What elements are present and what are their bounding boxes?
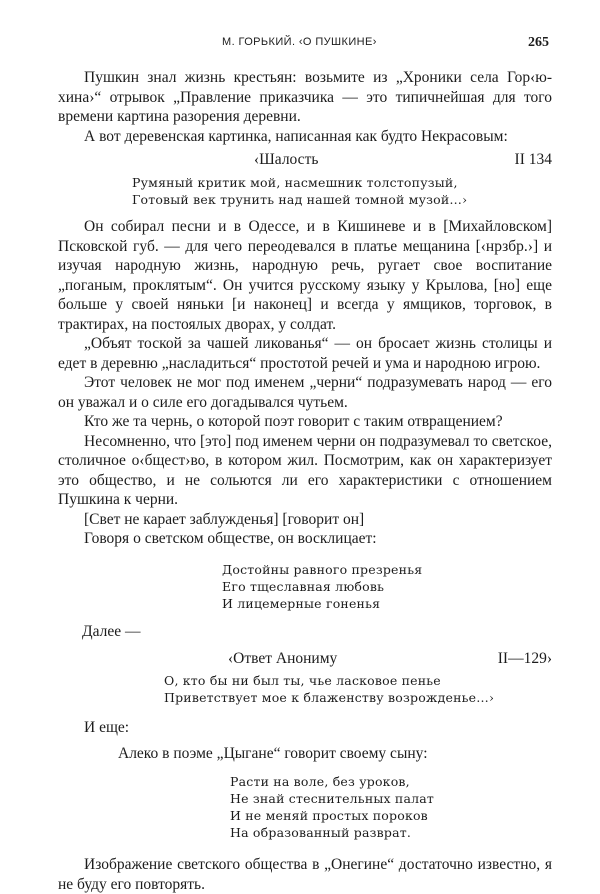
paragraph-1: Пушкин знал жизнь крестьян: возьмите из „Хроники села Гор‹ю-хина›“ отрывок „Правление приказчика — это типичнейшая для того времени картина разорения деревни.	[58, 69, 552, 125]
paragraph-ishche: И еще:	[84, 719, 130, 736]
citation-shalost	[58, 150, 552, 172]
verse-line: Расти на воле, без уроков,	[230, 774, 410, 789]
verse-quote-1	[58, 174, 552, 208]
verse-line: Готовый век трунить над нашей томной музой…›	[132, 192, 468, 207]
paragraph-7: Несомненно, что [это] под именем черни он подразумевал то светское, столичное о‹бщест›во, в котором жил. Посмотрим, как он характеризует это общество, и не сольются ли его характеристики с отношением Пушкина к черни.	[58, 432, 552, 508]
citation-title: ‹Ответ Анониму	[228, 650, 338, 667]
paragraph-aleko: Алеко в поэме „Цыгане“ говорит своему сыну:	[118, 744, 428, 762]
verse-line: Приветствует мое к блаженству возрожденье…›	[164, 690, 495, 705]
citation-title: ‹Шалость	[254, 151, 319, 168]
verse-line: Не знай стеснительных палат	[230, 791, 435, 806]
verse-line: И лицемерные гоненья	[222, 595, 381, 611]
page-number: 265	[528, 35, 549, 50]
paragraph-6: Кто же та чернь, о которой поэт говорит с таким отвращением?	[84, 413, 503, 430]
paragraph-3: Он собирал песни и в Одессе, и в Кишиневе и в [Михайловском] Псковской губ. — для чего переодевался в платье мещанина [‹нрзбр.›] и изучая народную жизнь, народную речь, ругает свое воспитание „поганым, проклятым“. Он учится русскому языку у Крылова, [но] еще больше у своей няньки [и наконец] и всегда у ямщиков, торговок, в трактирах, на постоялых дворах, у солдат.	[58, 218, 552, 333]
running-title: М. ГОРЬКИЙ. ‹О ПУШКИНЕ›	[222, 36, 377, 48]
verse-line: На образованный разврат.	[230, 825, 412, 840]
citation-otvet-anonimu	[58, 645, 552, 669]
verse-line: И не меняй простых пороков	[230, 808, 428, 823]
paragraph-4: „Объят тоской за чашей ликованья“ — он бросает жизнь столицы и едет в деревню „насладиться“ простотой речей и ума и народною игрою.	[58, 335, 552, 372]
verse-line: Его тщеславная любовь	[222, 578, 385, 594]
verse-line: Достойны равного презренья	[222, 561, 423, 577]
verse-quote-2	[58, 561, 552, 612]
verse-line: Румяный критик мой, насмешник толстопузый,	[132, 175, 458, 190]
verse-quote-3	[58, 672, 552, 706]
paragraph-last: Изображение светского общества в „Онегине“ достаточно известно, я не буду его повторять.	[58, 856, 552, 893]
page-header	[0, 36, 600, 56]
paragraph-9: Говоря о светском обществе, он восклицает:	[84, 530, 377, 547]
paragraph-daleye: Далее —	[82, 622, 141, 640]
citation-reference: II 134	[514, 151, 552, 168]
paragraph-2: А вот деревенская картинка, написанная как будто Некрасовым:	[84, 127, 508, 145]
verse-quote-4	[58, 773, 552, 841]
citation-reference: II—129›	[497, 650, 552, 667]
paragraph-8: [Свет не карает заблужденья] [говорит он]	[84, 510, 365, 528]
verse-line: О, кто бы ни был ты, чье ласковое пенье	[164, 673, 441, 688]
body-text	[58, 68, 552, 894]
paragraph-5: Этот человек не мог под именем „черни“ подразумевать народ — его он уважал и о силе его догадывался чутьем.	[58, 374, 552, 411]
